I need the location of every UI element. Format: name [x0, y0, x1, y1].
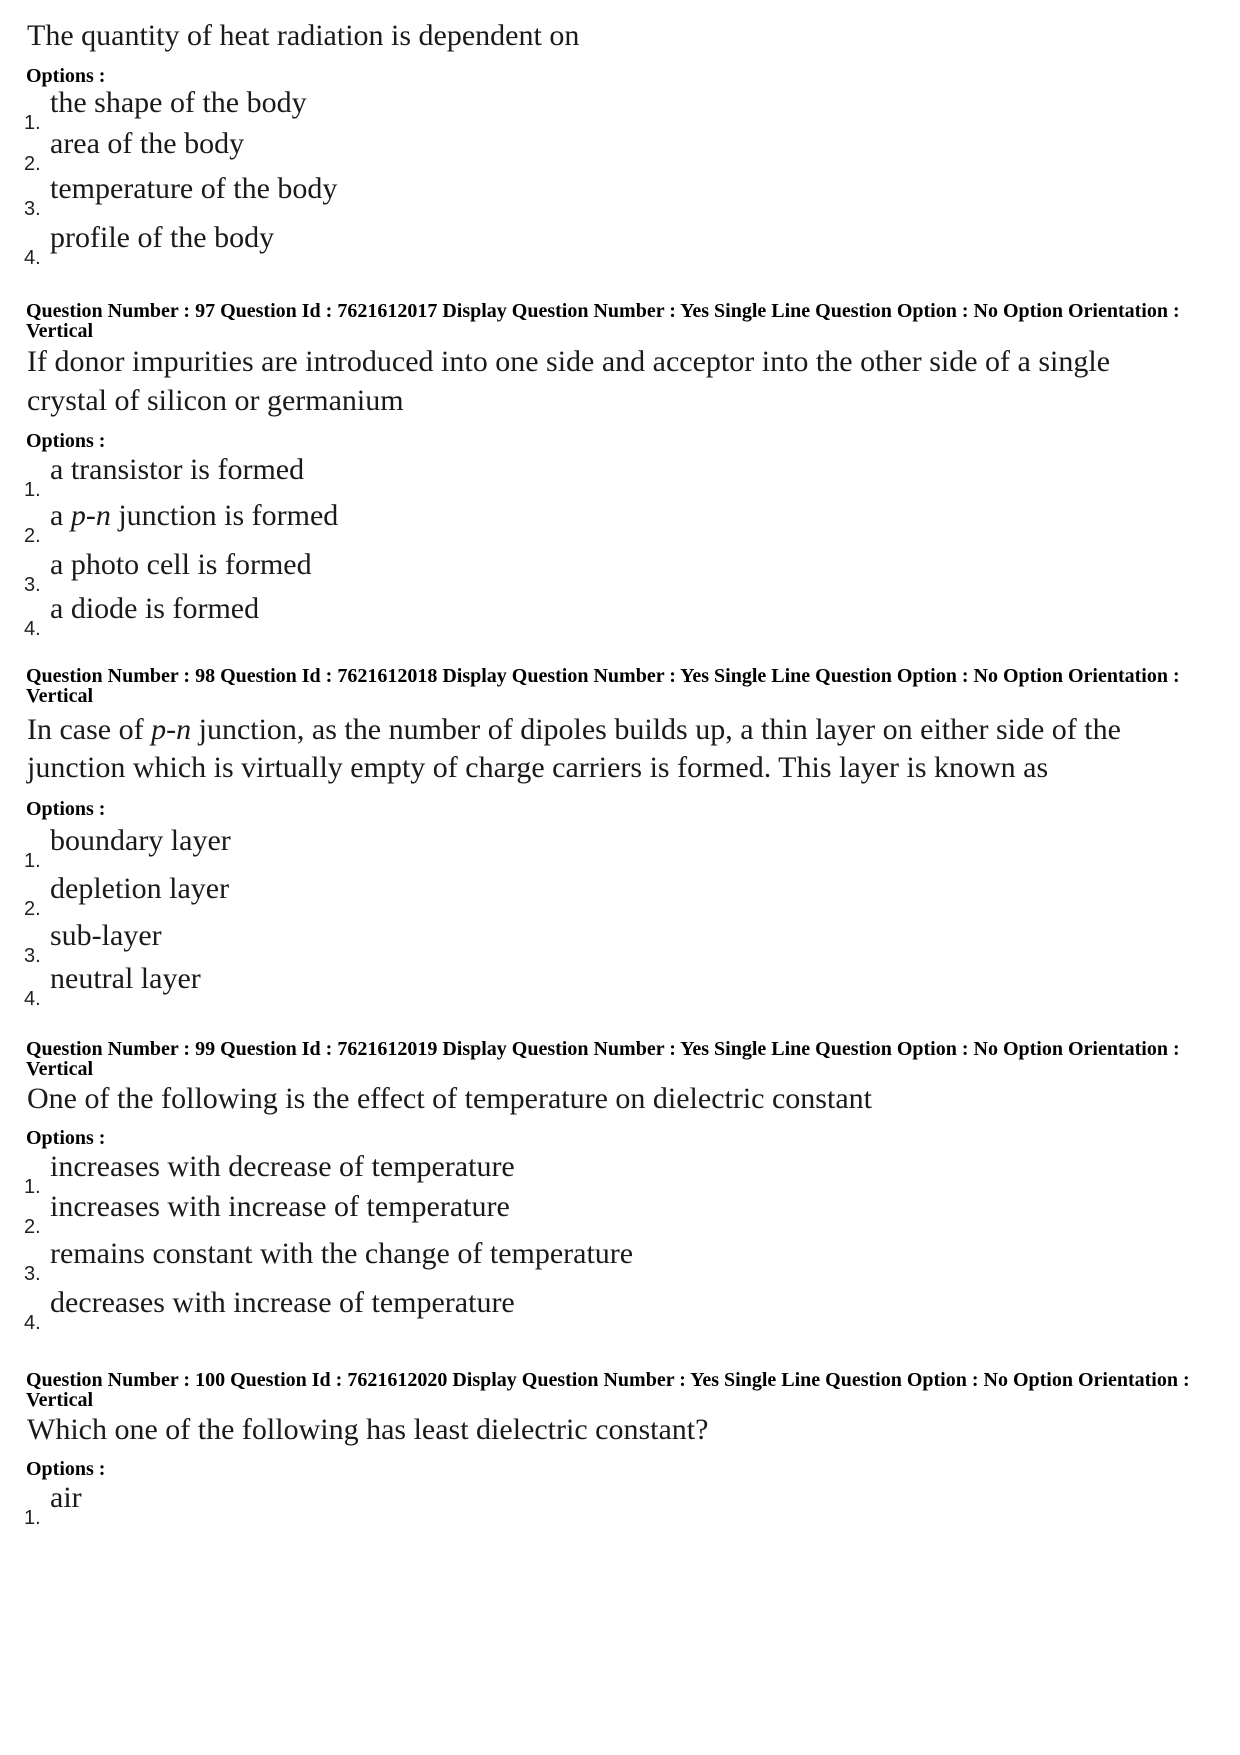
- question-text-post: junction, as the number of dipoles builds up, a thin layer on either side of the: [191, 713, 1121, 746]
- option-text: a photo cell is formed: [50, 548, 312, 581]
- option-number: 4.: [24, 618, 41, 640]
- option-number: 4.: [24, 1312, 41, 1334]
- option-number: 4.: [24, 247, 41, 269]
- question-text: The quantity of heat radiation is dependent on: [27, 19, 580, 52]
- option-item: [24, 127, 1124, 177]
- option-number: 1.: [24, 479, 41, 501]
- option-item: [24, 962, 1124, 1012]
- option-number: 3.: [24, 945, 41, 967]
- option-text: temperature of the body: [50, 172, 338, 205]
- option-text: a transistor is formed: [50, 453, 305, 486]
- option-number: 3.: [24, 574, 41, 596]
- option-item: [24, 499, 1124, 549]
- options-label: Options :: [26, 1458, 106, 1480]
- option-item: [24, 221, 1124, 271]
- option-text: [50, 499, 338, 533]
- option-item: [24, 1481, 1124, 1531]
- option-number: 1.: [24, 112, 41, 134]
- option-text: boundary layer: [50, 824, 231, 857]
- option-item: [24, 453, 1124, 503]
- option-item: [24, 1237, 1124, 1287]
- option-item: [24, 1190, 1124, 1240]
- option-text: the shape of the body: [50, 86, 307, 119]
- option-number: 1.: [24, 1507, 41, 1529]
- option-text: increases with decrease of temperature: [50, 1150, 515, 1183]
- option-number: 3.: [24, 198, 41, 220]
- option-text: air: [50, 1481, 82, 1514]
- option-number: 4.: [24, 988, 41, 1010]
- question-meta: Question Number : 100 Question Id : 7621612020 Display Question Number : Yes Single Line Question Option : No Option Orientation : Vertical: [26, 1369, 1190, 1411]
- question-text-line-2: junction which is virtually empty of charge carriers is formed. This layer is known as: [27, 751, 1049, 784]
- option-text-italic: p-n: [70, 499, 111, 532]
- option-item: [24, 824, 1124, 874]
- options-label: Options :: [26, 1127, 106, 1149]
- option-text: increases with increase of temperature: [50, 1190, 510, 1223]
- option-number: 2.: [24, 1216, 41, 1238]
- option-item: [24, 548, 1124, 598]
- option-text: profile of the body: [50, 221, 275, 254]
- option-text: decreases with increase of temperature: [50, 1286, 515, 1319]
- option-number: 2.: [24, 525, 41, 547]
- options-label: Options :: [26, 798, 106, 820]
- question-text-pre: In case of: [27, 713, 152, 746]
- question-text-italic: p-n: [151, 713, 192, 746]
- option-text: depletion layer: [50, 872, 230, 905]
- option-text: a diode is formed: [50, 592, 260, 625]
- question-meta: Question Number : 97 Question Id : 7621612017 Display Question Number : Yes Single Line Question Option : No Option Orientation : Vertical: [26, 300, 1180, 342]
- option-number: 3.: [24, 1263, 41, 1285]
- option-number: 1.: [24, 1176, 41, 1198]
- option-item: [24, 872, 1124, 922]
- option-text: remains constant with the change of temperature: [50, 1237, 634, 1270]
- option-item: [24, 592, 1124, 642]
- option-text: sub-layer: [50, 919, 162, 952]
- options-label: Options :: [26, 430, 106, 452]
- option-number: 2.: [24, 153, 41, 175]
- options-label: Options :: [26, 65, 106, 87]
- option-number: 2.: [24, 898, 41, 920]
- question-meta: Question Number : 99 Question Id : 7621612019 Display Question Number : Yes Single Line Question Option : No Option Orientation : Vertical: [26, 1038, 1180, 1080]
- question-text-line-2: crystal of silicon or germanium: [27, 384, 404, 417]
- question-meta: Question Number : 98 Question Id : 7621612018 Display Question Number : Yes Single Line Question Option : No Option Orientation : Vertical: [26, 665, 1180, 707]
- question-text: One of the following is the effect of temperature on dielectric constant: [27, 1082, 872, 1115]
- option-text-post: junction is formed: [110, 499, 339, 532]
- option-text: neutral layer: [50, 962, 201, 995]
- option-text-pre: a: [50, 499, 71, 532]
- question-text: Which one of the following has least dielectric constant?: [27, 1413, 709, 1446]
- option-item: [24, 1286, 1124, 1336]
- option-number: 1.: [24, 850, 41, 872]
- option-text: area of the body: [50, 127, 245, 160]
- option-item: [24, 172, 1124, 222]
- question-text-line-1: If donor impurities are introduced into one side and acceptor into the other side of a single: [27, 345, 1111, 378]
